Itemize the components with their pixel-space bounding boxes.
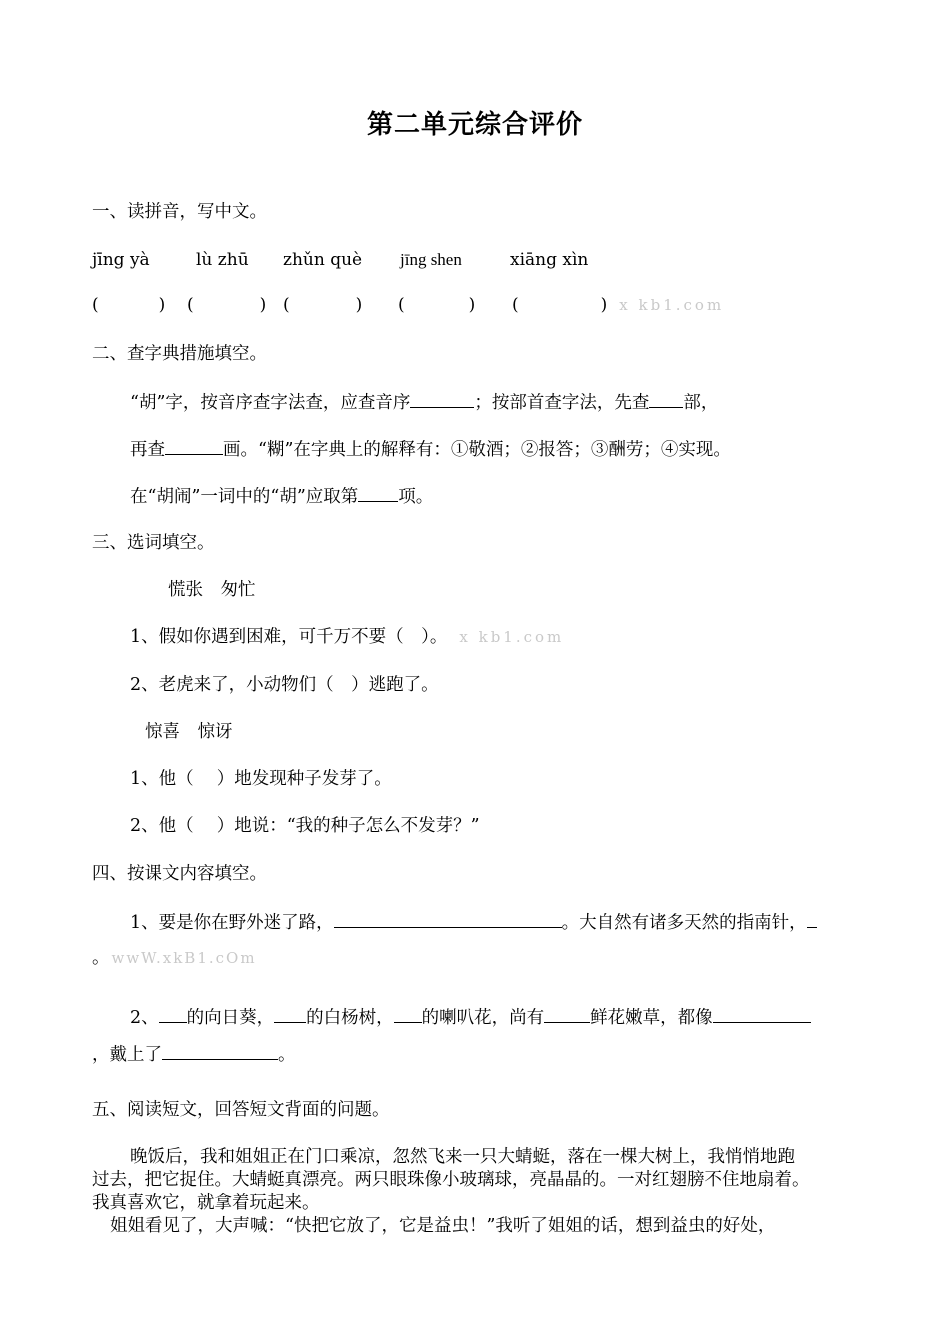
fill-blank[interactable] (165, 436, 223, 455)
pinyin-2: lù zhū (196, 250, 249, 270)
fill-blank[interactable] (334, 909, 562, 928)
question-4-2: 2、 的向日葵， 的白杨树， 的喇叭花，尚有 鲜花嫩草，都像 (130, 1004, 811, 1030)
watermark: x kb1.com (619, 296, 725, 314)
question-4-2-cont: ，戴上了 。 (92, 1041, 296, 1067)
answer-paren-3[interactable]: ( ) (283, 295, 363, 315)
pinyin-1: jīng yà (92, 250, 150, 270)
question-3-3: 1、他（ ）地发现种子发芽了。 (130, 769, 392, 789)
question-3-2: 2、老虎来了，小动物们（ ）逃跑了。 (130, 675, 439, 695)
reading-paragraph-line: 姐姐看见了，大声喊：“快把它放了，它是益虫！”我听了姐姐的话，想到益虫的好处， (110, 1216, 776, 1236)
section-2-line-1: “胡”字，按音序查字法查，应查音序 ；按部首查字法，先查 部， (130, 389, 718, 415)
watermark: wwW.xkB1.cOm (111, 949, 257, 967)
section-2-line-3: 在“胡闹”一词中的“胡”应取第 项。 (130, 483, 433, 509)
answer-paren-2[interactable]: ( ) (187, 295, 267, 315)
section-3-heading: 三、选词填空。 (92, 533, 215, 553)
question-4-1: 1、要是你在野外迷了路， 。大自然有诸多天然的指南针， (130, 909, 817, 935)
section-4-heading: 四、按课文内容填空。 (92, 864, 267, 884)
section-1-heading: 一、读拼音，写中文。 (92, 202, 267, 222)
question-4-1-cont: 。 wwW.xkB1.cOm (92, 948, 257, 968)
reading-paragraph-line: 我真喜欢它，就拿着玩起来。 (92, 1193, 320, 1213)
question-3-4: 2、他（ ）地说：“我的种子怎么不发芽？” (130, 816, 480, 836)
word-choices-2: 惊喜 惊讶 (145, 722, 233, 742)
fill-blank[interactable] (394, 1004, 422, 1023)
reading-paragraph-line: 晚饭后，我和姐姐正在门口乘凉，忽然飞来一只大蜻蜓，落在一棵大树上，我悄悄地跑 (130, 1147, 795, 1167)
word-choices-1: 慌张 匆忙 (168, 580, 256, 600)
fill-blank[interactable] (162, 1041, 278, 1060)
fill-blank[interactable] (159, 1004, 187, 1023)
section-2-heading: 二、查字典措施填空。 (92, 344, 267, 364)
fill-blank[interactable] (649, 389, 683, 408)
pinyin-3: zhǔn què (283, 250, 363, 270)
answer-paren-5[interactable]: ( ) x kb1.com (512, 295, 725, 315)
page-title: 第二单元综合评价 (366, 110, 583, 140)
fill-blank[interactable] (807, 909, 817, 928)
watermark: x kb1.com (459, 628, 565, 646)
fill-blank[interactable] (358, 483, 398, 502)
pinyin-5: xiāng xìn (510, 250, 589, 270)
answer-paren-1[interactable]: ( ) (92, 295, 166, 315)
answer-paren-4[interactable]: ( ) (398, 295, 476, 315)
pinyin-4: jīng shen (400, 250, 462, 269)
fill-blank[interactable] (410, 389, 474, 408)
section-5-heading: 五、阅读短文，回答短文背面的问题。 (92, 1100, 390, 1120)
reading-paragraph-line: 过去，把它捉住。大蜻蜓真漂亮。两只眼珠像小玻璃球，亮晶晶的。一对红翅膀不住地扇着。 (92, 1170, 810, 1190)
section-2-line-2: 再查 画。“糊”在字典上的解释有：①敬酒；②报答；③酬劳；④实现。 (130, 436, 731, 462)
fill-blank[interactable] (544, 1004, 590, 1023)
question-3-1: 1、假如你遇到困难，可千万不要（ ）。 x kb1.com (130, 627, 565, 647)
fill-blank[interactable] (713, 1004, 811, 1023)
fill-blank[interactable] (274, 1004, 306, 1023)
